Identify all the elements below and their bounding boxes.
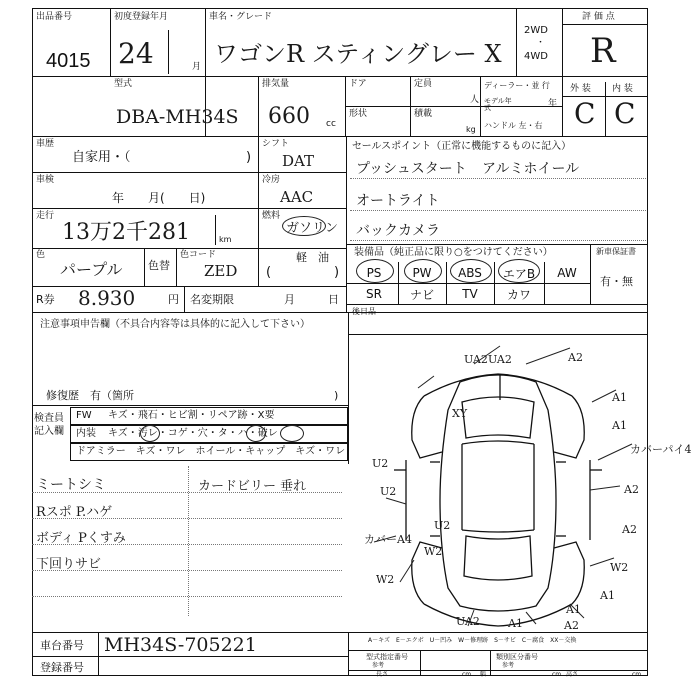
- eq-circle: [498, 259, 540, 283]
- grid-line: [176, 248, 177, 286]
- eq-leather: カワ: [506, 287, 531, 302]
- length-cm: cm: [462, 671, 472, 678]
- year-unit: 年: [548, 99, 558, 109]
- eq-circle: [356, 259, 394, 283]
- color-change-label: 色替: [148, 259, 170, 272]
- grid-line: [346, 136, 347, 312]
- grid-line: [32, 248, 346, 249]
- mark-ua2-rear: UA2: [456, 615, 480, 628]
- grid-line: [110, 8, 111, 76]
- header-divider: [32, 76, 648, 77]
- grid-line: [32, 405, 348, 406]
- grid-line: [345, 106, 562, 107]
- color-code-value: ZED: [204, 262, 238, 280]
- class-ref: 参考: [502, 662, 515, 669]
- usage-close: ): [246, 150, 252, 165]
- score-value: R: [590, 31, 616, 71]
- aircon-value: AAC: [280, 188, 314, 206]
- note-4: 下回りサビ: [36, 557, 102, 572]
- grid-line: [258, 136, 259, 286]
- lot-number: 4015: [46, 50, 91, 72]
- eq-navi: ナビ: [409, 287, 434, 302]
- interior-row-text: キズ・汚レ・コゲ・穴・タ・ハ・破レ: [108, 428, 278, 439]
- model-value: ワゴンR スティングレー X: [214, 40, 502, 68]
- class-label: 類別区分番号: [496, 653, 538, 661]
- diesel-close: ): [334, 265, 340, 280]
- usage-value: 自家用・（: [72, 150, 131, 165]
- rule-line: [350, 178, 646, 179]
- rule-line: [188, 466, 189, 616]
- diesel-open: (: [266, 265, 272, 280]
- note-1: ミートシミ: [36, 477, 106, 493]
- interior-row-label: 内装: [76, 428, 96, 439]
- yen-unit: 円: [168, 293, 179, 306]
- reg-year-label: 初度登録年月: [114, 12, 169, 22]
- mark-a2-right: A2: [624, 483, 639, 496]
- mark-ua2-front-2: UA2: [488, 353, 512, 366]
- type-value: DBA-MH34S: [116, 106, 239, 128]
- mark-u2-center: U2: [434, 519, 451, 532]
- mark-w2-center: W2: [424, 545, 443, 558]
- ownership-value: 有・無: [600, 275, 633, 288]
- grid-line: [490, 650, 491, 676]
- grid-line: [144, 248, 145, 286]
- cc-unit: cc: [326, 119, 336, 129]
- interior-label: 内 装: [612, 84, 633, 94]
- mark-cover-left: カバーA4: [364, 533, 412, 546]
- mark-u2-left-2: U2: [380, 485, 397, 498]
- sales-point-4: バックカメラ: [356, 223, 440, 239]
- mark-a2-rear: A2: [564, 619, 579, 632]
- repair-label: 修復歴 有（箇所: [46, 389, 134, 402]
- note-2: Rスポ P.ハゲ: [36, 505, 113, 520]
- sales-point-1: プッシュスタート: [356, 161, 467, 177]
- eq-tv: TV: [462, 287, 478, 301]
- grid-line: [215, 215, 216, 245]
- month-unit: 月: [192, 62, 202, 72]
- rule-line: [350, 240, 646, 241]
- rule-line: [32, 596, 342, 597]
- person-unit: 人: [470, 95, 480, 105]
- width-label: 幅: [480, 671, 487, 678]
- repair-close: ): [334, 389, 339, 402]
- registered-label: 型式指定番号: [366, 653, 408, 661]
- inspection-label: 車検: [36, 175, 55, 185]
- grid-line: [346, 304, 648, 305]
- mirror-row-text: ドアミラー キズ・ワレ ホイール・キャップ キズ・ワレ: [76, 446, 346, 457]
- grid-line: [516, 8, 517, 76]
- grid-line: [32, 208, 346, 209]
- mark-w2-right: W2: [610, 561, 629, 574]
- grid-line: [590, 244, 591, 304]
- reg-label: 登録番号: [40, 661, 84, 674]
- grid-line: [98, 632, 99, 676]
- inspector-label: 検査員記入欄: [34, 413, 64, 437]
- recycle-label: R券: [36, 293, 55, 306]
- reg-year-value: 24: [118, 37, 154, 70]
- width-cm: cm: [552, 671, 562, 678]
- eq-aw: AW: [557, 266, 577, 280]
- eq-sr: SR: [366, 287, 382, 301]
- mileage-value: 13万2千281: [62, 220, 190, 245]
- model-year-label: モデル年式: [484, 97, 512, 112]
- grid-line: [32, 172, 346, 173]
- mark-a2-front: A2: [568, 351, 583, 364]
- eq-circle: [404, 259, 442, 283]
- grid-line: [32, 632, 648, 633]
- grid-line: [605, 82, 606, 136]
- grid-line: [348, 670, 648, 671]
- grid-line: [168, 30, 169, 74]
- fw-row-text: キズ・飛石・ヒビ割・リペア跡・X要: [108, 410, 275, 421]
- mark-cover-right: カバーパイ4: [630, 443, 692, 456]
- stain-circle: [140, 425, 160, 442]
- inspection-value: 年 月( 日): [112, 191, 206, 205]
- drive-dot: ・: [536, 38, 546, 48]
- registered-ref: 参考: [372, 662, 385, 669]
- sales-title: セールスポイント（正常に機能するものに記入）: [352, 141, 572, 152]
- mark-u2-left: U2: [372, 457, 389, 470]
- ownership-label: 新車保証書: [596, 247, 636, 256]
- mark-w2-left: W2: [376, 573, 395, 586]
- steering-label: ハンドル 左・右: [484, 121, 543, 130]
- eq-abs: ABS: [458, 266, 482, 280]
- notes-label: 注意事項申告欄（不具合内容等は具体的に記入して下さい）: [40, 319, 310, 330]
- mark-a1-right-front: A1: [612, 391, 627, 404]
- rule-line: [350, 210, 646, 211]
- capacity-label: 定員: [414, 79, 433, 89]
- lot-label: 出品番号: [36, 12, 73, 22]
- grid-line: [184, 286, 185, 312]
- drive-4wd: 4WD: [524, 51, 548, 62]
- displacement-value: 660: [268, 104, 310, 129]
- grid-line: [346, 244, 648, 245]
- drive-2wd: 2WD: [524, 25, 548, 36]
- grid-line: [32, 312, 648, 313]
- kg-unit: kg: [466, 125, 476, 134]
- mark-circle: [246, 425, 266, 442]
- fuel-circle: [282, 216, 326, 236]
- fuel-label: 燃料: [262, 211, 281, 221]
- mark-a2-right-2: A2: [622, 523, 637, 536]
- score-label: 評 価 点: [582, 12, 615, 22]
- mark-a1-rear-right: A1: [566, 603, 581, 616]
- mark-a1-rear: A1: [508, 617, 523, 630]
- note-3: ボディ Pくすみ: [36, 531, 126, 546]
- post-label: 後日品: [352, 307, 376, 316]
- usage-label: 車歴: [36, 139, 55, 149]
- legend: A－キズ E－エクボ U－凹み W－修理跡 S－サビ C－腐食 XX－交換: [368, 637, 577, 644]
- fw-row-label: FW: [76, 410, 92, 421]
- eq-airbag: エアB: [502, 266, 536, 281]
- grid-line: [562, 8, 563, 136]
- model-label: 車名・グレード: [209, 12, 273, 22]
- eq-ps: PS: [366, 266, 382, 280]
- shape-label: 形状: [349, 109, 368, 119]
- mark-circle: [280, 425, 304, 442]
- name-change-value: 月 日: [284, 293, 339, 306]
- recycle-value: 8.930: [78, 286, 136, 310]
- shift-label: シフト: [262, 139, 290, 149]
- exterior-label: 外 装: [570, 84, 591, 94]
- height-label: 高さ: [566, 671, 579, 678]
- aircon-label: 冷房: [262, 175, 281, 185]
- equipment-label: 装備品（純正品に限り○をつけてください）: [354, 247, 553, 258]
- mark-a1-right-rear: A1: [600, 589, 615, 602]
- exterior-value: C: [574, 97, 596, 130]
- color-label: 色: [36, 250, 46, 260]
- grid-line: [420, 650, 421, 676]
- color-code-label: 色コード: [180, 250, 217, 260]
- interior-value: C: [614, 97, 636, 130]
- grid-line: [562, 24, 648, 25]
- chassis-value: MH34S-705221: [104, 634, 257, 656]
- fuel-value: ガソリン: [286, 221, 339, 236]
- grid-line: [258, 76, 259, 136]
- mark-xy: XY: [452, 407, 468, 420]
- chassis-label: 車台番号: [40, 639, 84, 652]
- sales-point-3: オートライト: [356, 193, 440, 209]
- grid-line: [348, 650, 648, 651]
- eq-circle: [450, 259, 492, 283]
- eq-pw: PW: [412, 266, 432, 280]
- note-right: カードビリー 垂れ: [198, 479, 307, 494]
- color-value: パープル: [60, 260, 123, 279]
- height-cm: cm: [632, 671, 642, 678]
- load-label: 積載: [414, 109, 433, 119]
- grid-line: [348, 334, 648, 335]
- displacement-label: 排気量: [262, 79, 290, 89]
- row2-divider: [32, 136, 648, 137]
- grid-line: [32, 656, 348, 657]
- mark-a1-right: A1: [612, 419, 627, 432]
- sales-point-2: アルミホイール: [482, 161, 580, 177]
- diesel-label: 軽 油: [296, 251, 329, 264]
- name-change-label: 名変期限: [190, 293, 234, 306]
- km-unit: km: [219, 235, 232, 244]
- type-label: 型式: [114, 79, 133, 89]
- shift-value: DAT: [282, 152, 315, 170]
- mileage-label: 走行: [36, 211, 55, 221]
- length-label: 長さ: [376, 671, 389, 678]
- mark-ua2-front: UA2: [464, 353, 488, 366]
- door-label: ドア: [349, 79, 367, 89]
- dealer-label: ディーラー・並 行: [484, 81, 550, 90]
